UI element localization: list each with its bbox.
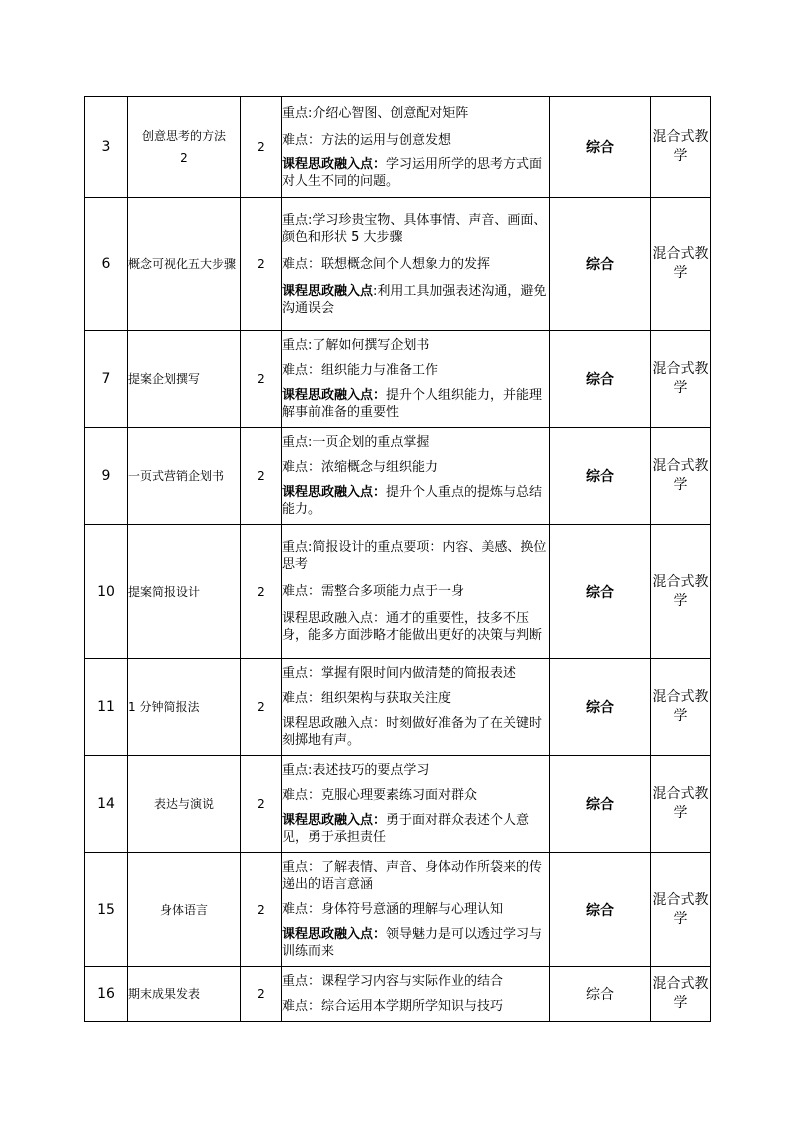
ideology-point [282,812,549,846]
difficulty-point [282,132,549,149]
week-number: 10 [85,525,128,659]
content-cell [282,97,550,198]
topic-title: 表达与演说 [153,797,214,811]
content-cell [282,331,550,428]
key-point [282,973,549,990]
difficulty-label: 难点： [282,256,322,272]
hours-cell: 2 [241,97,282,198]
course-type: 综合 [550,331,651,428]
topic-cell [128,97,241,198]
content-cell [282,756,550,853]
week-number: 11 [85,659,128,756]
key-point-label: 重点: [282,212,313,228]
topic-cell [128,756,241,853]
hours-cell: 2 [241,756,282,853]
difficulty-label: 难点： [282,999,322,1014]
table-row [85,659,711,756]
teaching-method: 混合式教学 [651,756,711,853]
hours-cell: 2 [241,853,282,967]
key-point-text: 课程学习内容与实际作业的结合 [321,974,504,989]
hours-cell: 2 [241,659,282,756]
key-point-text: 介绍心智图、创意配对矩阵 [312,105,469,121]
key-point [282,859,549,893]
topic-cell [128,198,241,331]
hours-cell: 2 [241,198,282,331]
table-row [85,525,711,659]
key-point [282,105,549,122]
week-number: 9 [85,428,128,525]
key-point-label: 重点: [282,435,313,450]
content-cell [282,525,550,659]
table-row [85,853,711,967]
key-point-label: 重点： [282,974,322,989]
difficulty-text: 方法的运用与创意发想 [321,132,452,148]
difficulty-label: 难点： [282,460,322,475]
table-row [85,331,711,428]
week-number: 15 [85,853,128,967]
hours-cell: 2 [241,428,282,525]
ideology-label: 课程思政融入点 [282,283,374,299]
topic-subtitle: 2 [180,151,188,165]
difficulty-text: 联想概念间个人想象力的发挥 [321,256,491,272]
content-cell [282,659,550,756]
ideology-label: 课程思政融入点： [282,388,387,403]
ideology-text: 通才的重要性，技多不压身，能多方面涉略才能做出更好的决策与判断 [282,611,543,643]
ideology-text: 勇于面对群众表述个人意见，勇于承担责任 [282,813,530,845]
key-point-text: 掌握有限时间内做清楚的简报表述 [321,666,517,681]
topic-title: 期末成果发表 [128,987,201,1001]
difficulty-point [282,901,549,918]
ideology-point [282,387,549,421]
difficulty-text: 浓缩概念与组织能力 [321,460,439,475]
table-row [85,967,711,1022]
topic-title: 1 分钟简报法 [128,700,200,714]
course-schedule-table [84,96,711,1022]
course-type: 综合 [550,967,651,1022]
hours-cell: 2 [241,967,282,1022]
difficulty-point [282,362,549,379]
key-point [282,337,549,354]
difficulty-text: 身体符号意涵的理解与心理认知 [321,902,504,917]
ideology-point [282,484,549,518]
key-point-text: 一页企划的重点掌握 [312,435,430,450]
difficulty-point [282,459,549,476]
topic-title: 提案简报设计 [128,584,201,599]
difficulty-text: 克服心理要素练习面对群众 [321,788,478,803]
topic-title: 概念可视化五大步骤 [128,257,237,271]
key-point [282,665,549,682]
hours-cell: 2 [241,525,282,659]
key-point-label: 重点: [282,763,313,778]
teaching-method: 混合式教学 [651,198,711,331]
course-type: 综合 [550,853,651,967]
table-row [85,428,711,525]
week-number: 3 [85,97,128,198]
key-point-label: 重点： [282,666,322,681]
key-point-text: 学习珍贵宝物、具体事情、声音、画面、颜色和形状 5 大步骤 [282,212,547,245]
topic-title: 一页式营销企划书 [128,469,225,483]
difficulty-point [282,583,549,600]
ideology-text: 时刻做好准备为了在关键时刻掷地有声。 [282,716,543,748]
ideology-text: :利用工具加强表述沟通，避免沟通误会 [282,283,547,316]
content-cell [282,853,550,967]
topic-cell [128,967,241,1022]
table-row [85,756,711,853]
ideology-point [282,610,549,644]
key-point-text: 简报设计的重点要项：内容、美感、换位思考 [282,540,547,572]
topic-title: 创意思考的方法 [141,129,226,143]
course-type: 综合 [550,97,651,198]
content-cell [282,967,550,1022]
key-point [282,762,549,779]
difficulty-point [282,787,549,804]
difficulty-text: 组织架构与获取关注度 [321,691,452,706]
week-number: 16 [85,967,128,1022]
difficulty-label: 难点： [282,584,322,599]
topic-cell [128,525,241,659]
key-point-label: 重点: [282,338,313,353]
topic-cell [128,331,241,428]
ideology-label: 课程思政融入点： [282,927,387,942]
difficulty-label: 难点： [282,902,322,917]
key-point-label: 重点: [282,105,313,121]
ideology-point [282,715,549,749]
ideology-text: 学习运用所学的思考方式面对人生不同的问题。 [282,156,543,189]
difficulty-label: 难点： [282,363,322,378]
teaching-method: 混合式教学 [651,97,711,198]
teaching-method: 混合式教学 [651,659,711,756]
topic-cell [128,659,241,756]
ideology-text: 领导魅力是可以透过学习与训练而来 [282,927,543,959]
difficulty-text: 综合运用本学期所学知识与技巧 [321,999,504,1014]
ideology-text: 提升个人重点的提炼与总结能力。 [282,485,543,517]
key-point [282,434,549,451]
ideology-point [282,926,549,960]
week-number: 14 [85,756,128,853]
key-point-text: 表述技巧的要点学习 [312,763,430,778]
topic-title: 身体语言 [159,902,208,917]
teaching-method: 混合式教学 [651,331,711,428]
ideology-label: 课程思政融入点： [282,611,387,626]
key-point-text: 了解如何撰写企划书 [312,338,430,353]
course-type: 综合 [550,198,651,331]
difficulty-label: 难点： [282,691,322,706]
ideology-label: 课程思政融入点： [282,813,387,828]
key-point [282,539,549,573]
difficulty-point [282,998,549,1015]
key-point [282,212,549,246]
table-row [85,198,711,331]
course-type: 综合 [550,525,651,659]
difficulty-point [282,690,549,707]
content-cell [282,428,550,525]
content-cell [282,198,550,331]
week-number: 7 [85,331,128,428]
difficulty-label: 难点： [282,132,322,148]
key-point-label: 重点: [282,540,313,555]
difficulty-point [282,256,549,273]
topic-cell [128,853,241,967]
topic-title: 提案企划撰写 [128,372,201,386]
table-row [85,97,711,198]
teaching-method: 混合式教学 [651,853,711,967]
teaching-method: 混合式教学 [651,428,711,525]
key-point-text: 了解表情、声音、身体动作所袋来的传递出的语言意涵 [282,860,543,892]
ideology-label: 课程思政融入点： [282,156,387,172]
hours-cell: 2 [241,331,282,428]
ideology-point [282,283,549,317]
key-point-label: 重点： [282,860,322,875]
difficulty-label: 难点： [282,788,322,803]
course-type: 综合 [550,659,651,756]
week-number: 6 [85,198,128,331]
course-type: 综合 [550,756,651,853]
ideology-label: 课程思政融入点： [282,716,387,731]
teaching-method: 混合式教学 [651,967,711,1022]
difficulty-text: 组织能力与准备工作 [321,363,439,378]
ideology-point [282,156,549,190]
ideology-text: 提升个人组织能力，并能理解事前准备的重要性 [282,388,543,420]
topic-cell [128,428,241,525]
difficulty-text: 需整合多项能力点于一身 [321,584,465,599]
teaching-method: 混合式教学 [651,525,711,659]
course-type: 综合 [550,428,651,525]
ideology-label: 课程思政融入点： [282,485,387,500]
